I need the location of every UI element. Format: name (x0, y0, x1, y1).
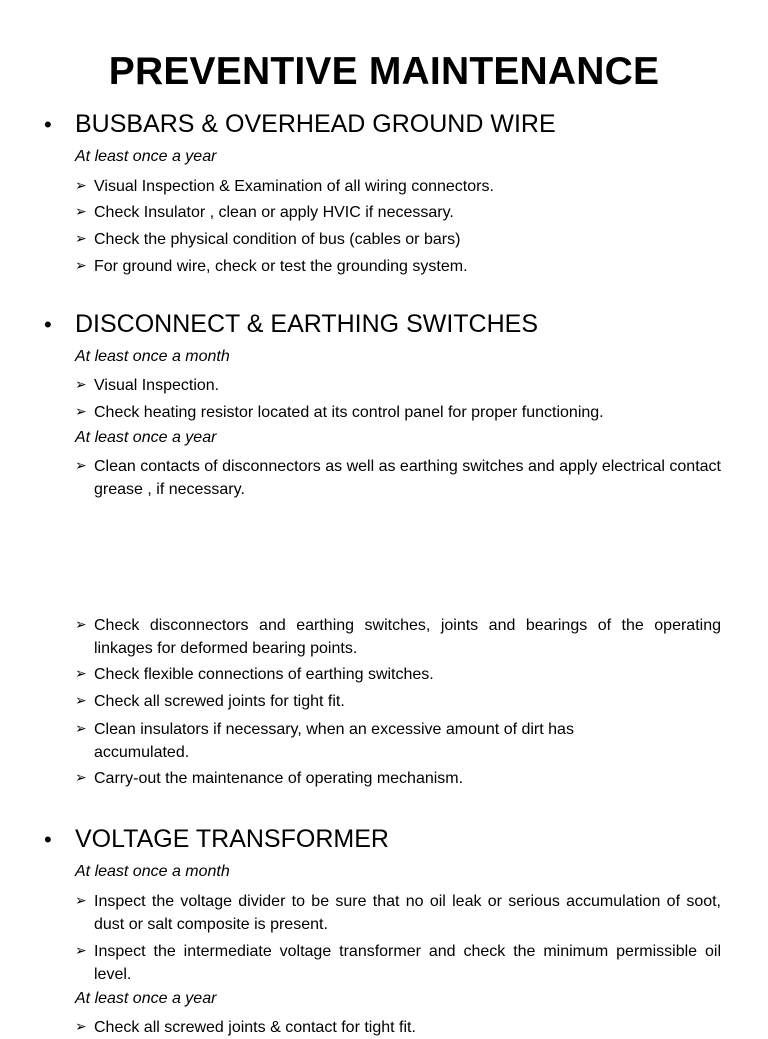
frequency-label: At least once a month (75, 863, 230, 880)
arrow-bullet-icon: ➢ (75, 692, 87, 708)
section-heading-voltage-transformer (44, 825, 389, 854)
frequency-label: At least once a year (75, 429, 217, 446)
list-item: ➢ Check the physical condition of bus (cables or bars) (75, 228, 721, 251)
frequency-label: At least once a month (75, 348, 230, 365)
arrow-bullet-icon: ➢ (75, 942, 87, 958)
page-title: PREVENTIVE MAINTENANCE (108, 50, 660, 93)
section-heading-disconnect (44, 310, 538, 339)
bullet-icon: • (44, 111, 52, 137)
arrow-bullet-icon: ➢ (75, 1018, 87, 1034)
list-item: ➢ Clean contacts of disconnectors as well as earthing switches and apply electrical contact grease , if necessary. (75, 455, 721, 501)
list-item: ➢ Inspect the voltage divider to be sure that no oil leak or serious accumulation of soot, dust or salt composite is present. (75, 890, 721, 936)
section-heading-text: DISCONNECT & EARTHING SWITCHES (75, 310, 539, 338)
list-item: ➢ Visual Inspection. (75, 374, 721, 397)
list-item: ➢ Inspect the intermediate voltage transformer and check the minimum permissible oil level. (75, 940, 721, 986)
arrow-bullet-icon: ➢ (75, 720, 87, 736)
arrow-bullet-icon: ➢ (75, 892, 87, 908)
arrow-bullet-icon: ➢ (75, 257, 87, 273)
list-item: ➢ Check flexible connections of earthing switches. (75, 663, 721, 686)
bullet-icon: • (44, 311, 52, 337)
arrow-bullet-icon: ➢ (75, 230, 87, 246)
section-heading-text: VOLTAGE TRANSFORMER (75, 825, 389, 853)
arrow-bullet-icon: ➢ (75, 769, 87, 785)
list-item: ➢ Check all screwed joints for tight fit. (75, 690, 721, 713)
arrow-bullet-icon: ➢ (75, 616, 87, 632)
list-item: ➢ Check all screwed joints & contact for tight fit. (75, 1016, 721, 1039)
arrow-bullet-icon: ➢ (75, 403, 87, 419)
bullet-icon: • (44, 826, 52, 852)
arrow-bullet-icon: ➢ (75, 457, 87, 473)
arrow-bullet-icon: ➢ (75, 376, 87, 392)
list-item: ➢ Check disconnectors and earthing switches, joints and bearings of the operating linkages for deformed bearing points. (75, 614, 721, 660)
list-item: ➢ Clean insulators if necessary, when an excessive amount of dirt has accumulated. (75, 718, 721, 764)
section-heading-busbars (44, 110, 556, 139)
list-item: ➢ Carry-out the maintenance of operating mechanism. (75, 767, 721, 790)
arrow-bullet-icon: ➢ (75, 177, 87, 193)
arrow-bullet-icon: ➢ (75, 203, 87, 219)
list-item: ➢ Visual Inspection & Examination of all wiring connectors. (75, 175, 721, 198)
frequency-label: At least once a year (75, 990, 217, 1007)
arrow-bullet-icon: ➢ (75, 665, 87, 681)
list-item: ➢ Check Insulator , clean or apply HVIC if necessary. (75, 201, 721, 224)
frequency-label: At least once a year (75, 148, 217, 165)
list-item: ➢ Check heating resistor located at its control panel for proper functioning. (75, 401, 721, 424)
list-item: ➢ For ground wire, check or test the grounding system. (75, 255, 721, 278)
section-heading-text: BUSBARS & OVERHEAD GROUND WIRE (75, 110, 556, 138)
